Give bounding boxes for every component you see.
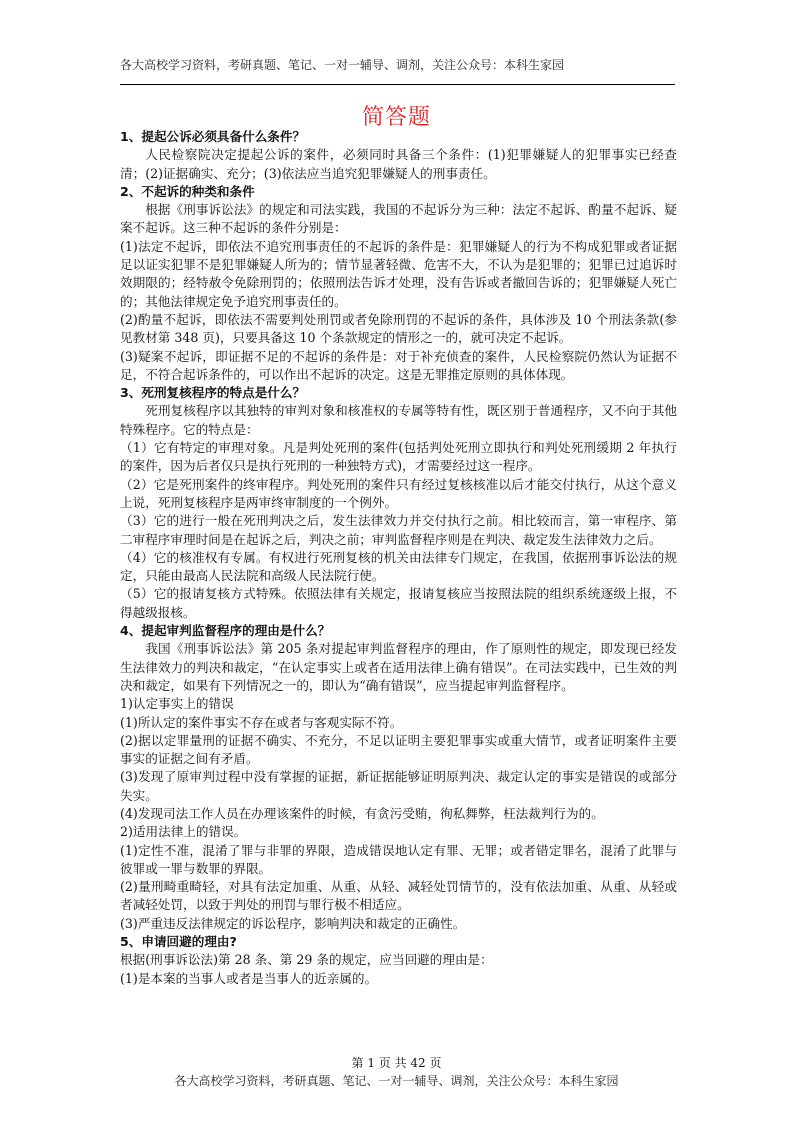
body-paragraph: 死刑复核程序以其独特的审判对象和核准权的专属等特有性，既区别于普通程序，又不向于其他特殊程序。它的特点是： (120, 403, 677, 437)
document-body (120, 128, 677, 988)
header-divider (120, 84, 675, 85)
body-paragraph: (4)发现司法工作人员在办理该案件的时候，有贪污受贿，徇私舞弊，枉法裁判行为的。 (120, 805, 604, 821)
page-footer-text: 各大高校学习资料，考研真题、笔记、一对一辅导、调剂，关注公众号：本科生家园 (174, 1074, 619, 1088)
body-paragraph: (1)是本案的当事人或者是当事人的近亲属的。 (120, 970, 378, 986)
page-header-text: 各大高校学习资料，考研真题、笔记、一对一辅导、调剂，关注公众号：本科生家园 (120, 58, 565, 72)
body-paragraph: 人民检察院决定提起公诉的案件，必须同时具备三个条件：(1)犯罪嫌疑人的犯罪事实已经查清；(2)证据确实、充分；(3)依法应当追究犯罪嫌疑人的刑事责任。 (120, 147, 677, 181)
page-number: 第 1 页 共 42 页 (351, 1056, 442, 1070)
body-paragraph: （5）它的报请复核方式特殊。依照法律有关规定，报请复核应当按照法院的组织系统逐级上报，不得越级报核。 (120, 586, 677, 620)
body-paragraph: 根据《刑事诉讼法》的规定和司法实践，我国的不起诉分为三种：法定不起诉、酌量不起诉、疑案不起诉。这三种不起诉的条件分别是： (120, 202, 677, 236)
body-paragraph: 我国《刑事诉讼法》第 205 条对提起审判监督程序的理由，作了原则性的规定，即发现已经发生法律效力的判决和裁定，“在认定事实上或者在适用法律上确有错误”。在司法实践中，已生效的判决和裁定，如果有下列情况之一的，即认为“确有错误”，应当提起审判监督程序。 (120, 641, 677, 693)
section-heading: 1、提起公诉必须具备什么条件？ (120, 129, 306, 144)
body-paragraph: (3)严重违反法律规定的诉讼程序，影响判决和裁定的正确性。 (120, 915, 466, 931)
body-paragraph: (1)定性不准，混淆了罪与非罪的界限，造成错误地认定有罪、无罪；或者错定罪名，混淆了此罪与彼罪或一罪与数罪的界限。 (120, 842, 677, 876)
body-paragraph: (3)发现了原审判过程中没有掌握的证据，新证据能够证明原判决、裁定认定的事实是错误的或部分失实。 (120, 769, 677, 803)
body-paragraph: (2)量刑畸重畸轻，对具有法定加重、从重、从轻、减轻处罚情节的，没有依法加重、从重、从轻或者减轻处罚，以致于判处的刑罚与罪行极不相适应。 (120, 879, 677, 913)
page-title: 简答题 (361, 105, 431, 130)
body-paragraph: 1)认定事实上的错误 (120, 696, 234, 712)
body-paragraph: (1)所认定的案件事实不存在或者与客观实际不符。 (120, 714, 403, 730)
body-paragraph: 2)适用法律上的错误。 (120, 824, 247, 840)
section-heading: 5、申请回避的理由? (120, 934, 237, 950)
body-paragraph: (2)酌量不起诉，即依法不需要判处刑罚或者免除刑罚的不起诉的条件，具体涉及 10 个刑法条款(参见教材第 348 页)，只要具备这 10 个条款规定的情形之一的，就可决定不起诉。 (120, 311, 677, 346)
body-paragraph: 根据(刑事诉讼法)第 28 条、第 29 条的规定，应当回避的理由是： (120, 952, 493, 968)
section-heading: 4、提起审判监督程序的理由是什么？ (120, 623, 331, 639)
section-heading: 3、死刑复核程序的特点是什么？ (120, 385, 306, 401)
body-paragraph: （4）它的核准权有专属。有权进行死刑复核的机关由法律专门规定，在我国，依据刑事诉讼法的规定，只能由最高人民法院和高级人民法院行使。 (120, 549, 677, 584)
body-paragraph: (2)据以定罪量刑的证据不确实、不充分，不足以证明主要犯罪事实或重大情节，或者证明案件主要事实的证据之间有矛盾。 (120, 732, 677, 767)
body-paragraph: （3）它的进行一般在死刑判决之后，发生法律效力并交付执行之前。相比较而言，第一审程序、第二审程序审理时间是在起诉之后，判决之前；审判监督程序则是在判决、裁定发生法律效力之后。 (120, 513, 677, 547)
body-paragraph: (3)疑案不起诉，即证据不足的不起诉的条件是：对于补充侦查的案件，人民检察院仍然认为证据不足，不符合起诉条件的，可以作出不起诉的决定。这是无罪推定原则的具体体现。 (120, 348, 677, 382)
body-paragraph: （2）它是死刑案件的终审程序。判处死刑的案件只有经过复核核准以后才能交付执行，从这个意义上说，死刑复核程序是两审终审制度的一个例外。 (120, 476, 677, 510)
section-heading: 2、不起诉的种类和条件 (120, 183, 255, 199)
body-paragraph: (1)法定不起诉，即依法不追究刑事责任的不起诉的条件是：犯罪嫌疑人的行为不构成犯罪或者证据足以证实犯罪不是犯罪嫌疑人所为的；情节显著轻微、危害不大，不认为是犯罪的；犯罪已过追诉时效期限的；经特赦令免除刑罚的；依照刑法告诉才处理，没有告诉或者撤回告诉的；犯罪嫌疑人死亡的；其他法律规定免予追究刑事责任的。 (120, 238, 677, 309)
body-paragraph: （1）它有特定的审理对象。凡是判处死刑的案件(包括判处死刑立即执行和判处死刑缓期 2 年执行的案件，因为后者仅只是执行死刑的一种独特方式)，才需要经过这一程序。 (120, 440, 677, 474)
